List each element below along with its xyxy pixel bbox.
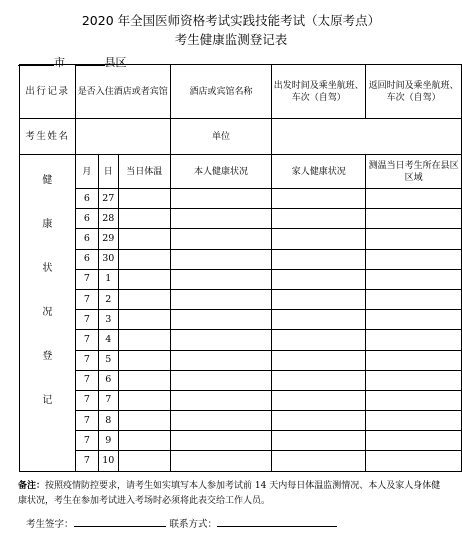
health-label-char: 登 [42,351,53,362]
self-health-cell[interactable] [170,370,272,390]
self-health-cell[interactable] [170,229,272,249]
self-health-cell[interactable] [170,269,272,289]
temp-cell[interactable] [118,289,170,309]
temp-cell[interactable] [118,411,170,431]
day-cell: 2 [98,289,118,309]
table-row [20,390,462,410]
registration-table [19,64,462,472]
day-cell: 3 [98,310,118,330]
table-row [20,209,462,229]
temp-cell[interactable] [118,451,170,471]
day-cell: 1 [98,269,118,289]
table-row [20,189,462,209]
temp-cell[interactable] [118,209,170,229]
self-health-cell[interactable] [170,390,272,410]
sign-blank[interactable] [74,515,166,527]
self-health-cell[interactable] [170,209,272,229]
table-row [20,249,462,269]
month-cell: 7 [75,451,98,471]
self-health-cell[interactable] [170,350,272,370]
day-cell: 8 [98,411,118,431]
day-cell: 29 [98,229,118,249]
sign-label: 考生签字： [26,519,74,530]
hotel-stay-header: 是否入住酒店或者宾馆 [75,65,170,119]
month-header: 月 [75,155,98,189]
day-cell: 6 [98,370,118,390]
examinee-row [20,119,462,155]
note-label: 备注： [18,481,46,491]
signature-line [26,515,337,530]
self-health-cell[interactable] [170,431,272,451]
self-health-cell[interactable] [170,289,272,309]
location-cell[interactable] [366,431,462,451]
family-health-cell[interactable] [272,431,366,451]
month-cell: 7 [75,431,98,451]
table-row [20,289,462,309]
location-cell[interactable] [366,451,462,471]
month-cell: 7 [75,411,98,431]
location-cell[interactable] [366,229,462,249]
form-title: 2020 年全国医师资格考试实践技能考试（太原考点） [81,13,381,28]
travel-row [20,65,462,119]
day-cell: 5 [98,350,118,370]
month-cell: 6 [75,249,98,269]
temp-cell[interactable] [118,370,170,390]
family-health-cell[interactable] [272,411,366,431]
day-cell: 27 [98,189,118,209]
self-health-cell[interactable] [170,249,272,269]
departure-header: 出发时间及乘坐航班、车次（自驾） [272,65,366,119]
family-health-cell[interactable] [272,189,366,209]
family-health-cell[interactable] [272,269,366,289]
city-label: 市 [54,56,65,69]
self-health-cell[interactable] [170,330,272,350]
name-cell[interactable] [75,119,170,155]
temp-cell[interactable] [118,310,170,330]
temp-cell[interactable] [118,431,170,451]
table-row [20,229,462,249]
month-cell: 7 [75,289,98,309]
county-label: 县区 [104,56,127,69]
location-cell[interactable] [366,390,462,410]
health-label-char: 健 [42,175,53,186]
month-cell: 6 [75,229,98,249]
table-row [20,411,462,431]
temp-cell[interactable] [118,330,170,350]
table-row [20,350,462,370]
month-cell: 7 [75,310,98,330]
day-cell: 10 [98,451,118,471]
location-cell[interactable] [366,330,462,350]
location-header-cell: 测温当日考生所在县区区域 [366,155,462,189]
health-header-row [20,155,462,189]
temp-cell[interactable] [118,350,170,370]
hotel-name-header: 酒店或宾馆名称 [170,65,272,119]
day-cell: 30 [98,249,118,269]
location-cell[interactable] [366,310,462,330]
travel-label: 出行记录 [20,65,76,119]
day-cell: 28 [98,209,118,229]
family-health-cell[interactable] [272,249,366,269]
month-cell: 7 [75,330,98,350]
day-cell: 4 [98,330,118,350]
family-health-cell[interactable] [272,330,366,350]
location-cell[interactable] [366,411,462,431]
month-cell: 7 [75,350,98,370]
self-health-cell[interactable] [170,189,272,209]
self-health-cell[interactable] [170,451,272,471]
health-label [20,155,76,472]
table-row [20,431,462,451]
temp-cell[interactable] [118,390,170,410]
family-health-cell[interactable] [272,229,366,249]
family-health-cell[interactable] [272,451,366,471]
family-health-cell[interactable] [272,350,366,370]
family-health-cell[interactable] [272,310,366,330]
family-health-cell[interactable] [272,209,366,229]
temp-cell[interactable] [118,189,170,209]
day-header: 日 [98,155,118,189]
name-label: 考生姓名 [20,119,76,155]
unit-cell[interactable] [272,119,462,155]
family-health-cell[interactable] [272,289,366,309]
family-health-cell[interactable] [272,390,366,410]
contact-label: 联系方式： [169,519,218,530]
note [18,479,448,509]
self-health-cell[interactable] [170,310,272,330]
form-subtitle: 考生健康监测登记表 [174,32,288,47]
temp-cell[interactable] [118,229,170,249]
health-label-char: 状 [42,263,53,274]
day-cell: 7 [98,390,118,410]
month-cell: 6 [75,209,98,229]
temp-cell[interactable] [118,269,170,289]
health-label-char: 况 [42,307,53,318]
family-health-cell[interactable] [272,370,366,390]
location-cell[interactable] [366,370,462,390]
day-cell: 9 [98,431,118,451]
table-row [20,370,462,390]
location-cell[interactable] [366,249,462,269]
table-row [20,330,462,350]
month-cell: 7 [75,390,98,410]
note-text: 按照疫情防控要求，请考生如实填写本人参加考试前 14 天内每日体温监测情况、本人及家人身体健康状况，考生在参加考试进入考场时必须将此表交给工作人员。 [18,481,441,506]
location-cell[interactable] [366,350,462,370]
location-cell[interactable] [366,289,462,309]
self-health-header: 本人健康状况 [170,155,272,189]
table-row [20,269,462,289]
health-label-char: 记 [42,395,53,406]
month-cell: 7 [75,370,98,390]
return-header: 返回时间及乘坐航班、车次（自驾） [366,65,462,119]
table-row [20,451,462,471]
table-row [20,310,462,330]
location-cell[interactable] [366,209,462,229]
contact-blank[interactable] [217,515,337,527]
location-cell[interactable] [366,189,462,209]
temp-cell[interactable] [118,249,170,269]
temp-header: 当日体温 [118,155,170,189]
month-cell: 6 [75,189,98,209]
month-cell: 7 [75,269,98,289]
unit-label: 单位 [170,119,272,155]
health-label-char: 康 [42,219,53,230]
self-health-cell[interactable] [170,411,272,431]
location-cell[interactable] [366,269,462,289]
family-health-header: 家人健康状况 [272,155,366,189]
